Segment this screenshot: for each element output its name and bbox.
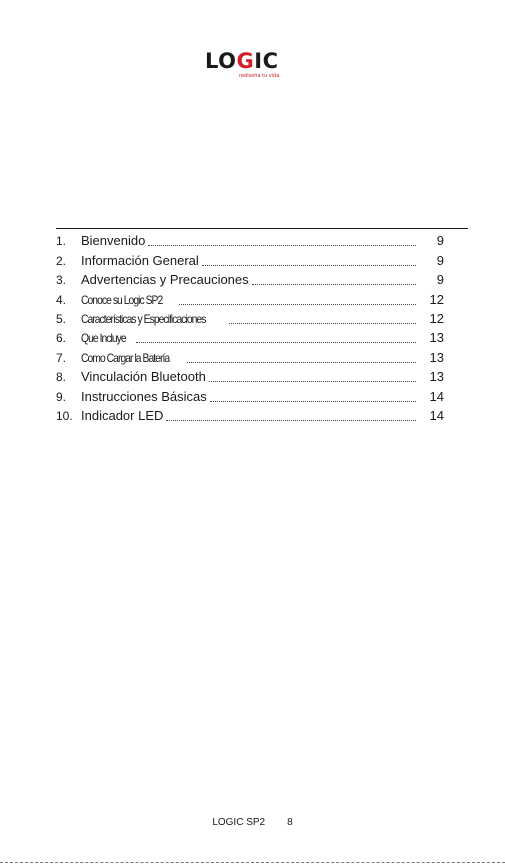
toc-item-page: 13 [429, 369, 444, 385]
toc-dot-leader [209, 380, 416, 382]
toc-item-number: 6. [56, 331, 67, 346]
toc-dot-leader [229, 322, 416, 324]
toc-item-page: 9 [436, 272, 444, 288]
toc-item-instrucciones-basicas[interactable] [56, 385, 446, 404]
toc-item-conoce-su-logic[interactable] [56, 288, 446, 307]
toc-item-title: Indicador LED [81, 407, 164, 423]
toc-dot-leader [148, 244, 416, 246]
toc-item-title: Características y Especificaciones [81, 311, 206, 326]
toc-item-title: Conoce su Logic SP2 [81, 292, 163, 307]
toc-item-page: 9 [436, 233, 444, 249]
toc-item-number: 8. [56, 370, 67, 385]
toc-dot-leader [136, 341, 416, 343]
page-footer [0, 817, 505, 828]
toc-item-number: 2. [56, 253, 67, 268]
toc-item-number: 9. [56, 389, 67, 404]
toc-item-title: Información General [81, 252, 199, 268]
toc-dot-leader [202, 264, 416, 266]
toc-item-que-incluye[interactable] [56, 327, 446, 346]
toc-dot-leader [252, 283, 416, 285]
logo-word-end: IC [254, 49, 279, 73]
toc-item-vinculacion-bluetooth[interactable] [56, 366, 446, 385]
toc-item-page: 13 [429, 330, 444, 346]
toc-item-number: 1. [56, 234, 67, 249]
toc-dot-leader [210, 400, 416, 402]
table-of-contents [56, 230, 446, 424]
toc-item-page: 9 [436, 252, 444, 268]
toc-dot-leader [179, 303, 416, 305]
toc-top-rule [56, 228, 468, 229]
toc-item-page: 12 [429, 291, 444, 307]
toc-item-title: Instrucciones Básicas [81, 388, 207, 404]
toc-item-bienvenido[interactable] [56, 230, 446, 249]
toc-item-cargar-bateria[interactable] [56, 346, 446, 365]
logo-wordmark [205, 50, 278, 72]
toc-item-title: Bienvenido [81, 233, 146, 249]
toc-item-number: 5. [56, 311, 67, 326]
toc-item-page: 14 [429, 388, 444, 404]
toc-item-title: Vinculación Bluetooth [81, 369, 206, 385]
toc-item-advertencias[interactable] [56, 269, 446, 288]
footer-product-name: LOGIC SP2 [212, 817, 266, 828]
toc-item-page: 13 [429, 349, 444, 365]
toc-item-caracteristicas[interactable] [56, 308, 446, 327]
logo-tagline: rediseña tu vida [239, 73, 280, 79]
toc-item-page: 12 [429, 310, 444, 326]
toc-item-number: 7. [56, 350, 67, 365]
logo-word-start: LO [205, 49, 237, 73]
logic-logo [205, 50, 285, 90]
page-cut-line [0, 862, 505, 863]
toc-item-title: Como Cargar la Batería [81, 350, 170, 365]
toc-item-informacion-general[interactable] [56, 249, 446, 268]
toc-item-number: 10. [56, 408, 73, 423]
toc-dot-leader [166, 419, 416, 421]
footer-page-number: 8 [287, 817, 293, 828]
toc-item-indicador-led[interactable] [56, 405, 446, 424]
logo-word-accent: G [236, 49, 255, 73]
toc-item-number: 4. [56, 292, 67, 307]
toc-item-title: Advertencias y Precauciones [81, 272, 249, 288]
toc-dot-leader [187, 361, 416, 363]
toc-item-number: 3. [56, 273, 67, 288]
toc-item-title: Que Incluye [81, 331, 126, 346]
toc-item-page: 14 [429, 407, 444, 423]
